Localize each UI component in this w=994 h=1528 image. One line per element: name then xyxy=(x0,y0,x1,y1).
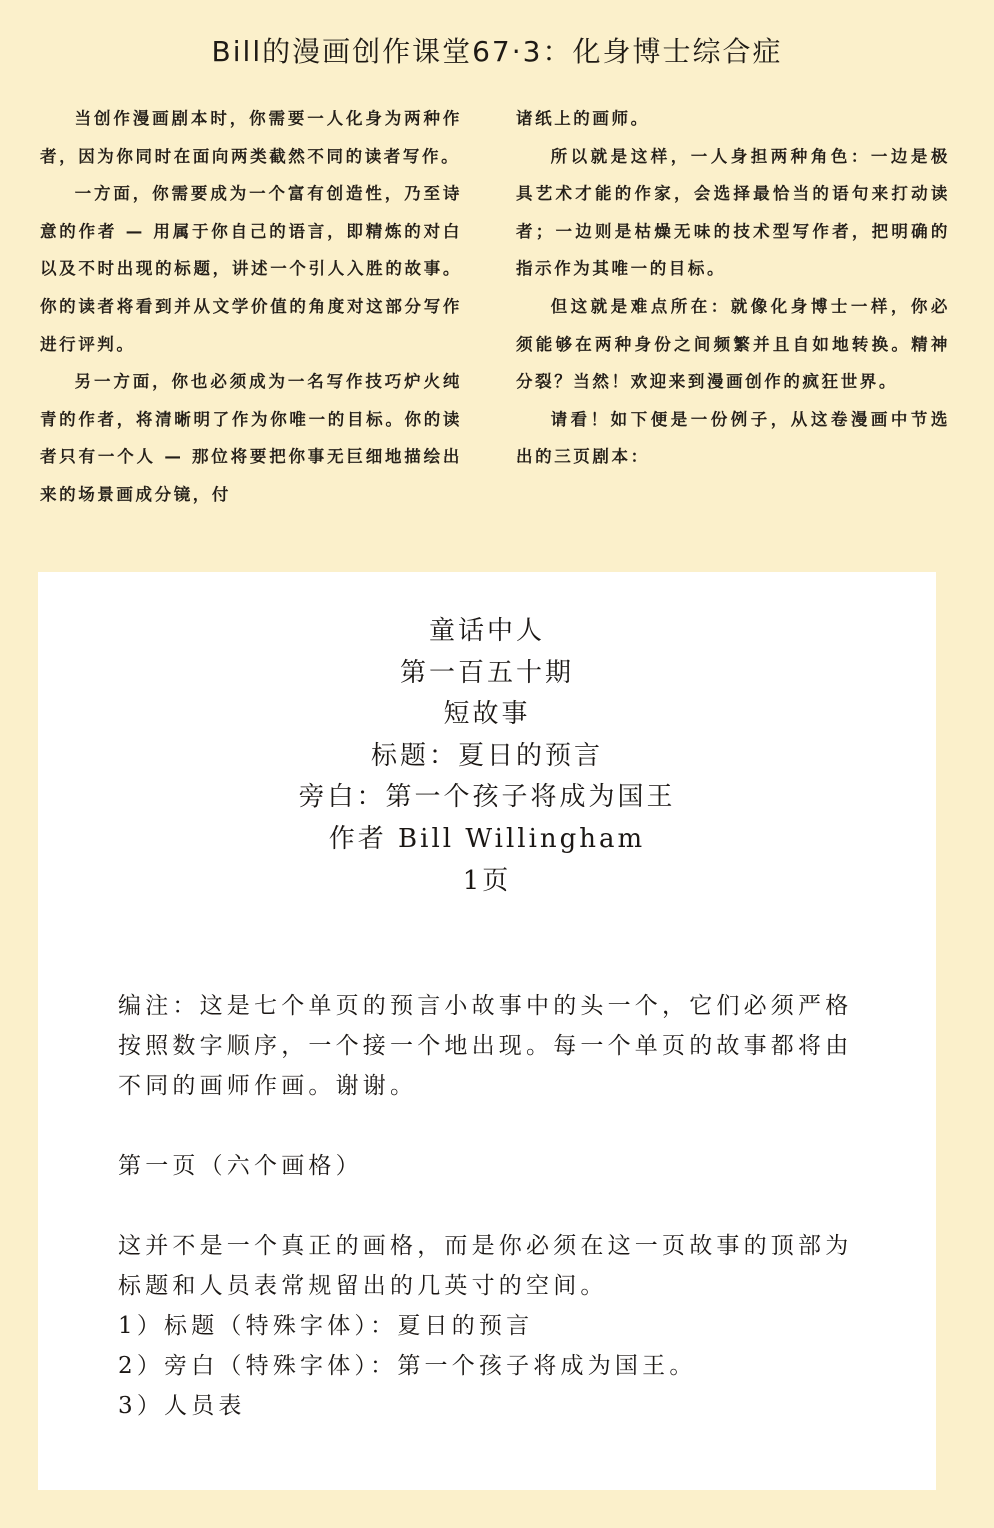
script-body xyxy=(118,986,870,1426)
intro-column-left xyxy=(40,100,462,514)
intro-paragraph: 一方面，你需要成为一个富有创造性，乃至诗意的作者 — 用属于你自己的语言，即精炼的对白以及不时出现的标题，讲述一个引人入胜的故事。你的读者将看到并从文学价值的角度对这部分写作进行评判。 xyxy=(40,184,462,354)
script-issue-number: 第一百五十期 xyxy=(399,657,574,688)
script-page-count: 1页 xyxy=(462,865,512,896)
intro-column-right xyxy=(516,100,950,476)
script-item: 1）标题（特殊字体）：夏日的预言 xyxy=(118,1313,534,1339)
intro-paragraph: 另一方面，你也必须成为一名写作技巧炉火纯青的作者，将清晰明了作为你唯一的目标。你的读者只有一个人 — 那位将要把你事无巨细地描绘出来的场景画成分镜，付 xyxy=(40,372,462,504)
panel-description: 这并不是一个真正的画格，而是你必须在这一页故事的顶部为标题和人员表常规留出的几英寸的空间。 xyxy=(118,1233,853,1299)
script-item: 2）旁白（特殊字体）：第一个孩子将成为国王。 xyxy=(118,1353,697,1379)
script-item: 3）人员表 xyxy=(118,1393,246,1419)
script-author: 作者 Bill Willingham xyxy=(328,823,646,854)
page-title: Bill的漫画创作课堂67·3：化身博士综合症 xyxy=(211,35,783,68)
script-header xyxy=(38,611,936,902)
editor-note: 编注：这是七个单页的预言小故事中的头一个，它们必须严格按照数字顺序，一个接一个地出现。每一个单页的故事都将由不同的画师作画。谢谢。 xyxy=(118,993,853,1099)
script-narration: 旁白：第一个孩子将成为国王 xyxy=(298,782,676,813)
script-story-title: 标题：夏日的预言 xyxy=(370,740,603,771)
intro-paragraph: 诸纸上的画师。 xyxy=(516,109,650,128)
script-series-title: 童话中人 xyxy=(428,616,545,646)
intro-paragraph: 请看！如下便是一份例子，从这卷漫画中节选出的三页剧本： xyxy=(516,409,950,467)
script-sample-card xyxy=(38,572,936,1490)
intro-paragraph: 当创作漫画剧本时，你需要一人化身为两种作者，因为你同时在面向两类截然不同的读者写作。 xyxy=(40,109,462,166)
intro-paragraph: 但这就是难点所在：就像化身博士一样，你必须能够在两种身份之间频繁并且自如地转换。精神分裂？当然！欢迎来到漫画创作的疯狂世界。 xyxy=(516,296,950,392)
intro-paragraph: 所以就是这样，一人身担两种角色：一边是极具艺术才能的作家，会选择最恰当的语句来打动读者；一边则是枯燥无味的技术型写作者，把明确的指示作为其唯一的目标。 xyxy=(516,146,950,279)
script-story-type: 短故事 xyxy=(443,699,531,730)
page-heading: 第一页（六个画格） xyxy=(118,1153,363,1179)
